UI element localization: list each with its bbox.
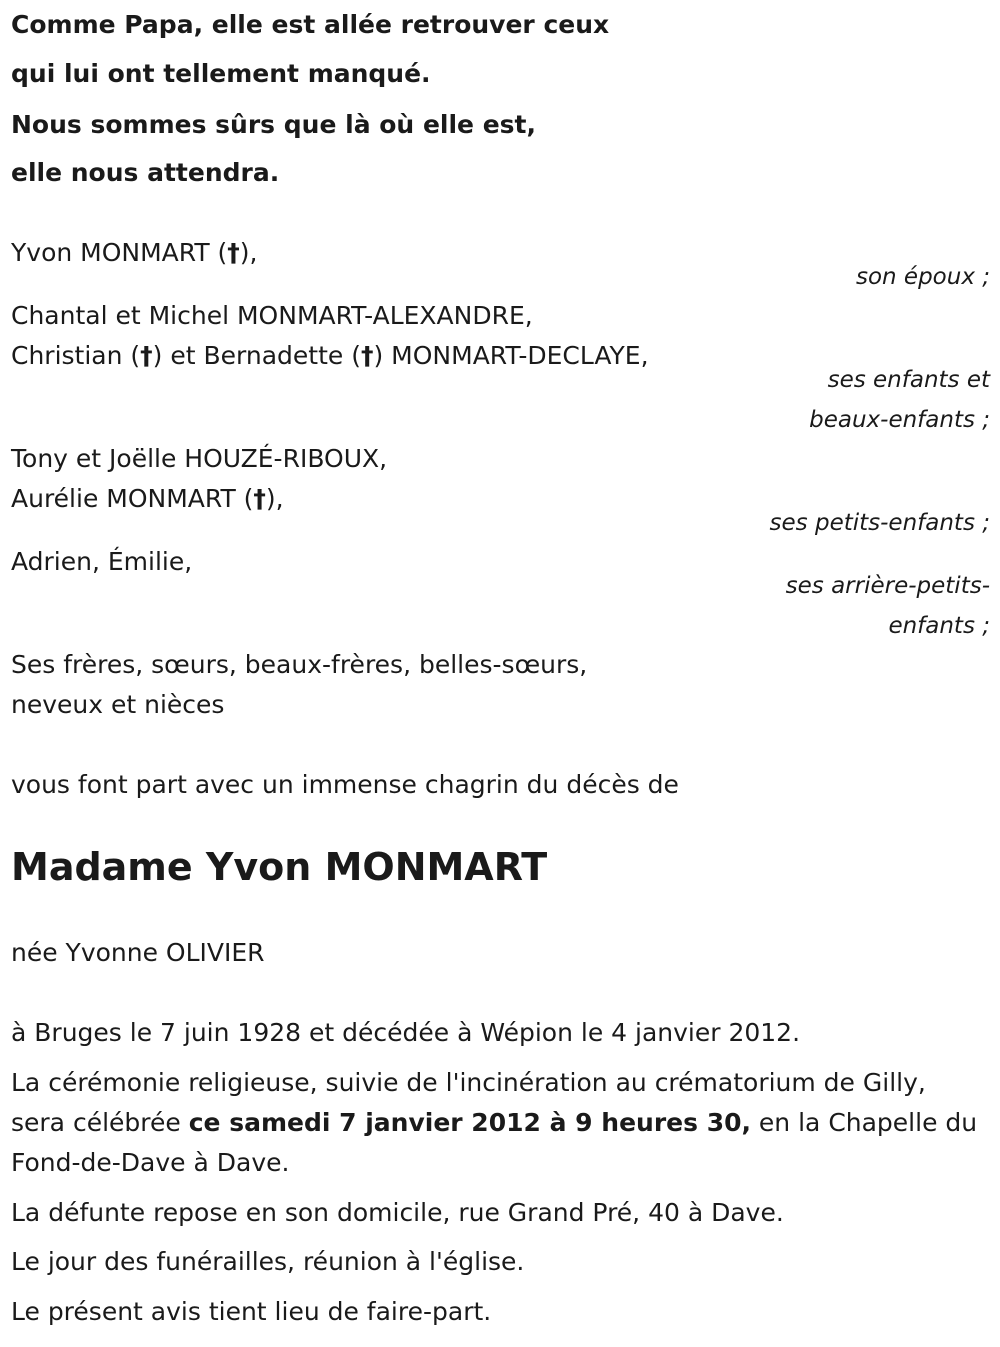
child-line-1: Chantal et Michel MONMART-ALEXANDRE,	[11, 301, 533, 330]
spouse-line: Yvon MONMART (†),	[11, 238, 258, 267]
birth-death-line: à Bruges le 7 juin 1928 et décédée à Wépion le 4 janvier 2012.	[11, 1018, 801, 1047]
notice-line: Le présent avis tient lieu de faire-part.	[11, 1297, 492, 1326]
grandchild-line-2: Aurélie MONMART (†),	[11, 484, 284, 513]
children-role-2: beaux-enfants ;	[809, 407, 990, 433]
great-grandchildren-role-1: ses arrière-petits-	[785, 573, 990, 599]
deceased-name: Madame Yvon MONMART	[11, 845, 548, 889]
ceremony-line-3: Fond-de-Dave à Dave.	[11, 1148, 290, 1177]
quote-line-2: qui lui ont tellement manqué.	[11, 59, 431, 88]
great-grandchildren-line: Adrien, Émilie,	[11, 547, 193, 576]
great-grandchildren-role-2: enfants ;	[888, 613, 990, 639]
child-line-2: Christian (†) et Bernadette (†) MONMART-DECLAYE,	[11, 341, 649, 370]
ceremony-date: ce samedi 7 janvier 2012 à 9 heures 30,	[188, 1108, 751, 1137]
rests-line: La défunte repose en son domicile, rue Grand Pré, 40 à Dave.	[11, 1198, 784, 1227]
quote-line-1: Comme Papa, elle est allée retrouver ceux	[11, 10, 610, 39]
quote-line-4: elle nous attendra.	[11, 158, 280, 187]
cross-icon: †	[253, 484, 266, 513]
children-role-1: ses enfants et	[827, 367, 990, 393]
spouse-role: son époux ;	[855, 264, 990, 290]
ceremony-line-2: sera célébrée ce samedi 7 janvier 2012 à 9 heures 30, en la Chapelle du	[11, 1108, 978, 1137]
grandchildren-role: ses petits-enfants ;	[769, 510, 990, 536]
quote-line-3: Nous sommes sûrs que là où elle est,	[11, 110, 536, 139]
siblings-line-1: Ses frères, sœurs, beaux-frères, belles-sœurs,	[11, 650, 588, 679]
grandchild-line-1: Tony et Joëlle HOUZÉ-RIBOUX,	[11, 444, 388, 473]
cross-icon: †	[140, 341, 153, 370]
cross-icon: †	[360, 341, 374, 370]
cross-icon: †	[227, 238, 240, 267]
meeting-line: Le jour des funérailles, réunion à l'église.	[11, 1247, 525, 1276]
birth-name: née Yvonne OLIVIER	[11, 938, 265, 967]
ceremony-line-1: La cérémonie religieuse, suivie de l'incinération au crématorium de Gilly,	[11, 1068, 926, 1097]
announcement: vous font part avec un immense chagrin du décès de	[11, 770, 679, 799]
siblings-line-2: neveux et nièces	[11, 690, 225, 719]
